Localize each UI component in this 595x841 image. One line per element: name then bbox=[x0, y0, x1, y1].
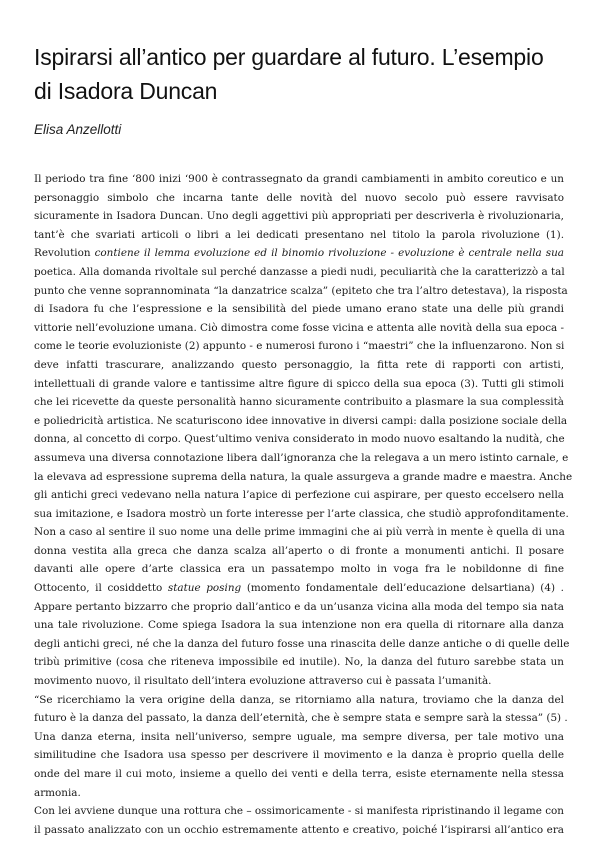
body-text-line bbox=[34, 337, 564, 356]
body-text-line bbox=[34, 393, 564, 412]
body-text-line bbox=[34, 449, 569, 468]
text-run: il passato analizzato con un occhio estremamente attento e creativo, poiché l’ispirarsi all’antico era bbox=[34, 823, 564, 836]
text-run: Appare pertanto bizzarro che proprio dall’antico e da un’usanza vicina alla moda del tempo sia nata bbox=[34, 600, 564, 613]
text-run: vittorie nell’evoluzione umana. Ciò dimostra come fosse vicina e attenta alle novità della sua epoca - bbox=[34, 321, 565, 334]
text-run: personaggio simbolo che incarna tante delle novità del nuovo secolo può essere ravvisato bbox=[34, 191, 564, 204]
body-text-line bbox=[34, 412, 568, 431]
text-run: Revolution bbox=[34, 247, 91, 260]
text-run: come le teorie evoluzioniste (2) appunto - e numerosi furono i “maestri” che la influenzarono. Non si bbox=[34, 340, 565, 353]
body-text-line bbox=[34, 560, 564, 579]
text-run: donna vestita alla greca che danza scalza all’aperto o di fronte a monumenti antichi. Il posare bbox=[34, 544, 564, 557]
body-text-line bbox=[34, 319, 564, 338]
text-run: punto che venne soprannominata “la danzatrice scalza” (epiteto che tra l’altro detestava), la risposta bbox=[34, 284, 568, 297]
body-text-line bbox=[34, 598, 564, 617]
text-run: Ottocento, il cosiddetto bbox=[34, 582, 168, 595]
article-title bbox=[34, 40, 574, 108]
text-run: davanti alle opere d’arte classica era un passatempo molto in voga fra le nobildonne di fine bbox=[34, 563, 564, 576]
text-run: donna, al concetto di corpo. Quest’ultimo veniva considerato in modo nuovo esaltando la nudità, che bbox=[34, 433, 565, 446]
text-run: armonia. bbox=[34, 786, 81, 799]
body-text-line bbox=[34, 765, 564, 784]
text-run: futuro è la danza del passato, la danza dell’eternità, che è sempre stata e sempre sarà la stessa” (5) . bbox=[34, 712, 568, 725]
body-text-line bbox=[34, 653, 564, 672]
text-run: deve infatti trascurare, analizzando questo personaggio, la fitta rete di rapporti con artisti, bbox=[34, 358, 564, 371]
article-body bbox=[34, 170, 573, 839]
body-text-line bbox=[34, 709, 568, 728]
text-run: (momento fondamentale dell’educazione delsartiana) (4) . bbox=[241, 582, 564, 595]
text-run: sicuramente in Isadora Duncan. Uno degli aggettivi più appropriati per descriverla è rivoluzionaria, bbox=[34, 210, 564, 223]
italic-term: statue posing bbox=[167, 582, 242, 595]
body-text-line bbox=[34, 746, 564, 765]
text-run: tant’è che svariati articoli o libri a lei dedicati presentano nel titolo la parola rivoluzione (1). bbox=[34, 228, 564, 241]
text-run: una tale rivoluzione. Come spiega Isadora la sua intenzione non era quella di ritornare alla danza bbox=[34, 619, 564, 632]
body-text-line bbox=[34, 430, 564, 449]
text-run: Una danza eterna, insita nell’universo, sempre uguale, ma sempre diversa, per tale motivo una bbox=[34, 730, 564, 743]
text-run: tribù primitive (cosa che riteneva impossibile ed inutile). No, la danza del futuro sarebbe stata un bbox=[34, 656, 564, 669]
italic-term: contiene il lemma evoluzione ed il binomio rivoluzione - evoluzione è centrale nella sua bbox=[90, 247, 564, 260]
author-name: Elisa Anzellotti bbox=[34, 122, 122, 137]
body-text-line bbox=[34, 207, 564, 226]
body-text-line bbox=[34, 542, 564, 561]
text-run: poetica. Alla domanda rivoltale sul perché danzasse a piedi nudi, peculiarità che la caratterizzò a tal bbox=[34, 265, 565, 278]
text-run: intellettuali di grande valore e tantissime altre figure di spicco della sua epoca (3). Tutti gli stimoli bbox=[34, 377, 564, 390]
text-run: sua imitazione, e Isadora mostrò un forte interesse per l’arte classica, che studiò approfonditamente. bbox=[34, 507, 569, 520]
body-text-line bbox=[34, 802, 564, 821]
text-run: Il periodo tra fine ‘800 inizi ‘900 è contrassegnato da grandi cambiamenti in ambito coreutico e un bbox=[34, 173, 564, 185]
text-run: che lei ricevette da queste personalità hanno sicuramente contribuito a plasmare la sua complessità bbox=[34, 396, 564, 409]
body-text-line bbox=[34, 300, 564, 319]
body-text-line bbox=[34, 672, 564, 691]
body-text-line bbox=[34, 505, 569, 524]
text-run: Con lei avviene dunque una rottura che – ossimoricamente - si manifesta ripristinando il legame con bbox=[34, 805, 564, 818]
text-run: Non a caso al sentire il suo nome una delle prime immagini che ai più verrà in mente è quella di una bbox=[34, 526, 565, 539]
text-run: degli antichi greci, né che la danza del futuro fosse una rinascita delle danze antiche o di quelle delle bbox=[34, 637, 570, 650]
body-text-line bbox=[34, 635, 570, 654]
text-run: “Se ricerchiamo la vera origine della danza, se ritorniamo alla natura, troviamo che la danza del bbox=[34, 693, 564, 706]
body-text-line bbox=[34, 821, 564, 840]
body-text-line bbox=[34, 244, 564, 263]
text-run: e poliedricità artistica. Ne scaturiscono idee innovative in diversi campi: dalla posizione sociale della bbox=[34, 414, 568, 427]
body-text-line bbox=[34, 468, 573, 487]
title-line: Ispirarsi all’antico per guardare al futuro. L’esempio bbox=[34, 44, 544, 70]
body-text-line bbox=[34, 728, 564, 747]
body-text-line bbox=[34, 579, 564, 598]
body-text-line bbox=[34, 226, 564, 245]
text-run: di Isadora fu che l’espressione e la sensibilità del piede umano erano state una delle più grandi bbox=[34, 303, 564, 316]
body-text-line bbox=[34, 356, 564, 375]
body-text-line bbox=[34, 263, 564, 282]
body-text-line bbox=[34, 170, 564, 189]
body-text-line bbox=[34, 691, 564, 710]
body-text-line bbox=[34, 523, 564, 542]
body-text-line bbox=[34, 189, 564, 208]
text-run: assumeva una diversa connotazione libera dall’ignoranza che la relegava a un mero istinto carnale, e bbox=[34, 451, 569, 464]
body-text-line bbox=[34, 282, 568, 301]
body-text-line bbox=[34, 486, 564, 505]
text-run: movimento nuovo, il risultato dell’intera evoluzione attraverso cui è passata l’umanità. bbox=[34, 675, 492, 688]
title-line: di Isadora Duncan bbox=[34, 78, 218, 104]
body-text-line bbox=[34, 375, 564, 394]
text-run: onde del mare il cui moto, insieme a quello dei venti e della terra, esiste eternamente nella stessa bbox=[34, 768, 564, 780]
body-text-line bbox=[34, 616, 564, 635]
text-run: la elevava ad espressione suprema della natura, la quale assurgeva a grande madre e maestra. Anche bbox=[34, 470, 573, 483]
body-text-line bbox=[34, 784, 564, 803]
text-run: similitudine che Isadora usa spesso per descrivere il movimento e la danza è proprio quella delle bbox=[34, 749, 564, 762]
text-run: gli antichi greci vedevano nella natura l’apice di perfezione cui aspirare, per questo eccelsero nella bbox=[34, 489, 564, 502]
